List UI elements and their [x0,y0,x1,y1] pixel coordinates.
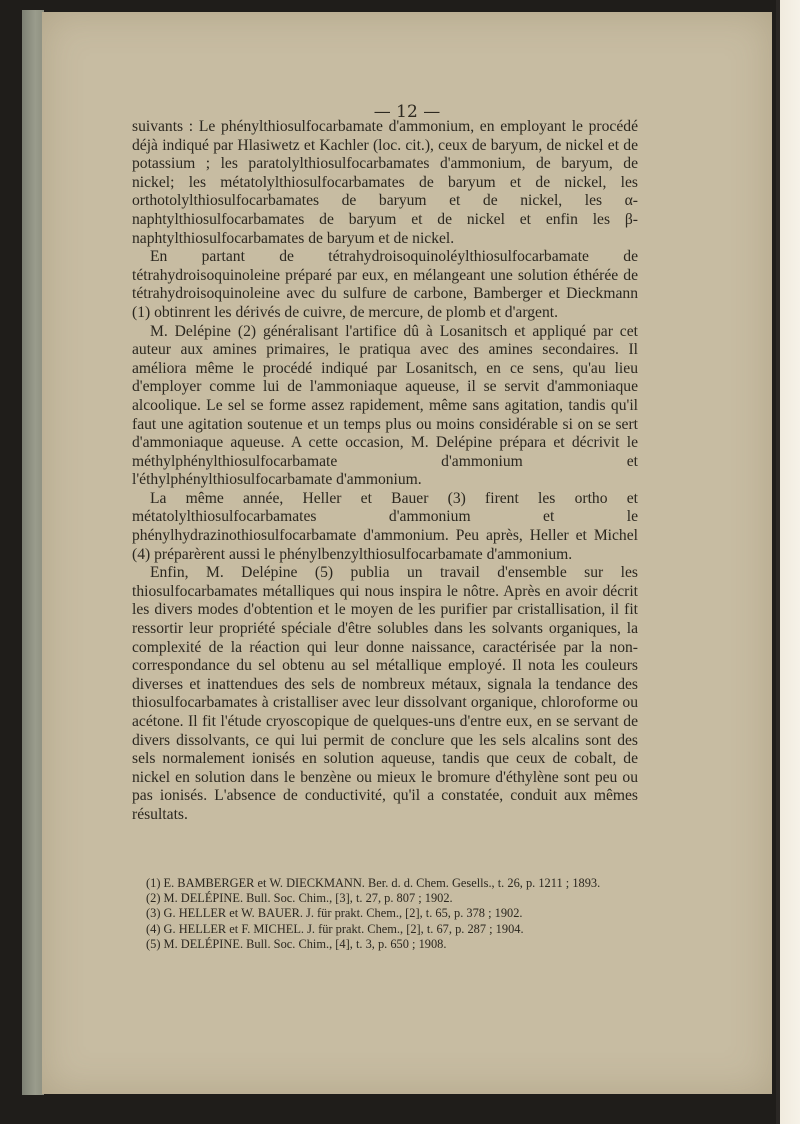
footnote-5: (5) M. DELÉPINE. Bull. Soc. Chim., [4], t. 3, p. 650 ; 1908. [146,936,447,951]
footnote-3: (3) G. HELLER et W. BAUER. J. für prakt. Chem., [2], t. 65, p. 378 ; 1902. [146,906,523,921]
paragraph-4: La même année, Heller et Bauer (3) firent les ortho et métatolylthiosulfocarbamates d'ammonium et le phénylhydrazinothiosulfocarbamate d'ammonium. Peu après, Heller et Michel (4) préparèrent aussi le phénylbenzylthiosulfocarbamate d'ammonium. [132,489,638,563]
paragraph-2: En partant de tétrahydroisoquinoléylthiosulfocarbamate de tétrahydroisoquinoleine préparé par eux, en mélangeant une solution éthérée de tétrahydroisoquinoleine avec du sulfure de carbone, Bamberger et Dieckmann (1) obtinrent les dérivés de cuivre, de mercure, de plomb et d'argent. [132,248,638,321]
facing-page-edge [776,0,800,1124]
body-text [132,118,638,825]
footnote-4: (4) G. HELLER et F. MICHEL. J. für prakt. Chem., [2], t. 67, p. 287 ; 1904. [146,921,524,936]
paragraph-5: Enfin, M. Delépine (5) publia un travail d'ensemble sur les thiosulfocarbamates métalliques qui nous inspira le nôtre. Après en avoir décrit les divers modes d'obtention et le moyen de les purifier par cristallisation, il fit ressortir leur propriété spéciale d'être solubles dans les solvants organiques, la complexité de la réaction qui leur donne naissance, caractérisée par la non-correspondance du sel obtenu au sel métallique employé. Il nota les couleurs diverses et inattendues des sels de nombreux métaux, signala la tendance des thiosulfocarbamates à cristalliser avec leur dissolvant organique, chloroforme ou acétone. Il fit l'étude cryoscopique de quelques-uns d'entre eux, en se servant de divers dissolvants, ce qui lui permit de conclure que les sels alcalins sont des sels normalement ionisés en solution aqueuse, tandis que ceux de cobalt, de nickel en solution dans le benzène ou mieux le bromure d'éthylène sont peu ou pas ionisés. L'absence de conductivité, qu'il a constatée, conduit aux mêmes résultats. [132,564,638,823]
footnote-1: (1) E. BAMBERGER et W. DIECKMANN. Ber. d. d. Chem. Gesells., t. 26, p. 1211 ; 1893. [146,876,601,890]
paragraph-1: suivants : Le phénylthiosulfocarbamate d'ammonium, en employant le procédé déjà indiqué par Hlasiwetz et Kachler (loc. cit.), ceux de baryum, de nickel et de potassium ; les paratolylthiosulfocarbamates d'ammonium, de baryum, de nickel; les métatolylthiosulfocarbamates de baryum et de nickel, les orthotolylthiosulfocarbamates de baryum et de nickel, les α-naphtylthiosulfocarbamates de baryum et de nickel et enfin les β-naphtylthiosulfocarbamates de baryum et de nickel. [132,118,638,247]
book-binding-edge [22,10,44,1095]
footnote-2: (2) M. DELÉPINE. Bull. Soc. Chim., [3], t. 27, p. 807 ; 1902. [146,891,453,906]
page-number: — 12 — [373,102,441,122]
footnotes [146,876,666,952]
paragraph-3: M. Delépine (2) généralisant l'artifice dû à Losanitsch et appliqué par cet auteur aux amines primaires, le pratiqua avec des amines secondaires. Il améliora même le procédé indiqué par Losanitsch, en ce sens, qu'au lieu d'employer comme lui de l'ammoniaque aqueuse, il se servit d'ammoniaque alcoolique. Le sel se forme assez rapidement, même sans agitation, tandis qu'il faut une agitation soutenue et un temps plus ou moins considérable si on se sert d'ammoniaque aqueuse. A cette occasion, M. Delépine prépara et décrivit le méthylphénylthiosulfocarbamate d'ammonium et l'éthylphénylthiosulfocarbamate d'ammonium. [132,322,638,489]
